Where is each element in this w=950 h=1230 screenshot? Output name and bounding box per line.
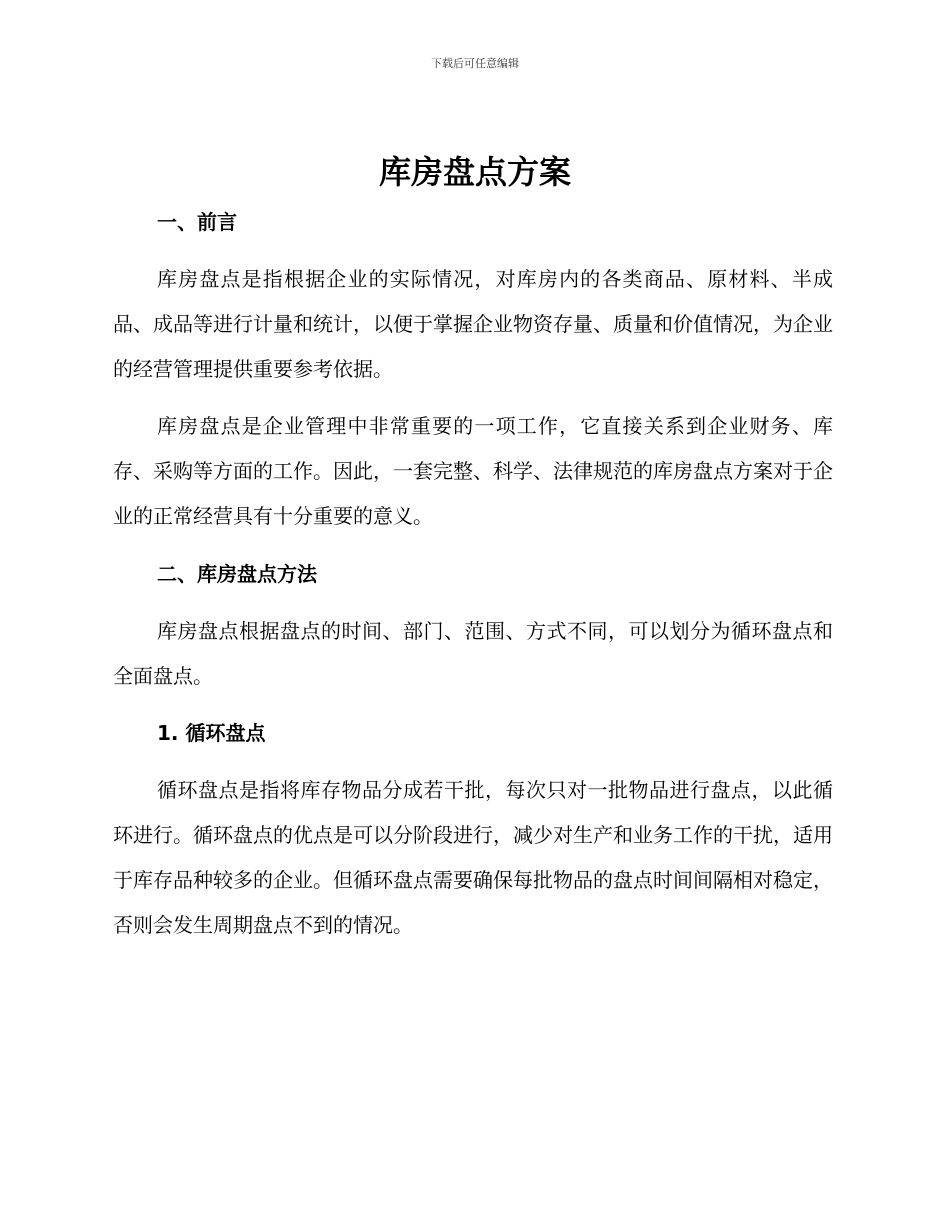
paragraph-cycle-count-1: 循环盘点是指将库存物品分成若干批，每次只对一批物品进行盘点，以此循环进行。循环盘点的优点是可以分阶段进行，减少对生产和业务工作的干扰，适用于库存品种较多的企业。但循环盘点需要确保每批物品的盘点时间间隔相对稳定，否则会发生周期盘点不到的情况。 xyxy=(113,778,833,937)
section-heading-cycle-count: 1. 循环盘点 xyxy=(157,721,266,745)
section-heading-preface: 一、前言 xyxy=(157,210,237,234)
document-title: 库房盘点方案 xyxy=(378,153,571,191)
section-heading-methods: 二、库房盘点方法 xyxy=(157,562,317,586)
paragraph-preface-1: 库房盘点是指根据企业的实际情况，对库房内的各类商品、原材料、半成品、成品等进行计量和统计，以便于掌握企业物资存量、质量和价值情况，为企业的经营管理提供重要参考依据。 xyxy=(113,267,833,381)
paragraph-preface-2: 库房盘点是企业管理中非常重要的一项工作，它直接关系到企业财务、库存、采购等方面的工作。因此，一套完整、科学、法律规范的库房盘点方案对于企业的正常经营具有十分重要的意义。 xyxy=(113,414,833,528)
paragraph-methods-1: 库房盘点根据盘点的时间、部门、范围、方式不同，可以划分为循环盘点和全面盘点。 xyxy=(113,619,833,688)
page-header: 下载后可任意编辑 xyxy=(431,57,519,70)
